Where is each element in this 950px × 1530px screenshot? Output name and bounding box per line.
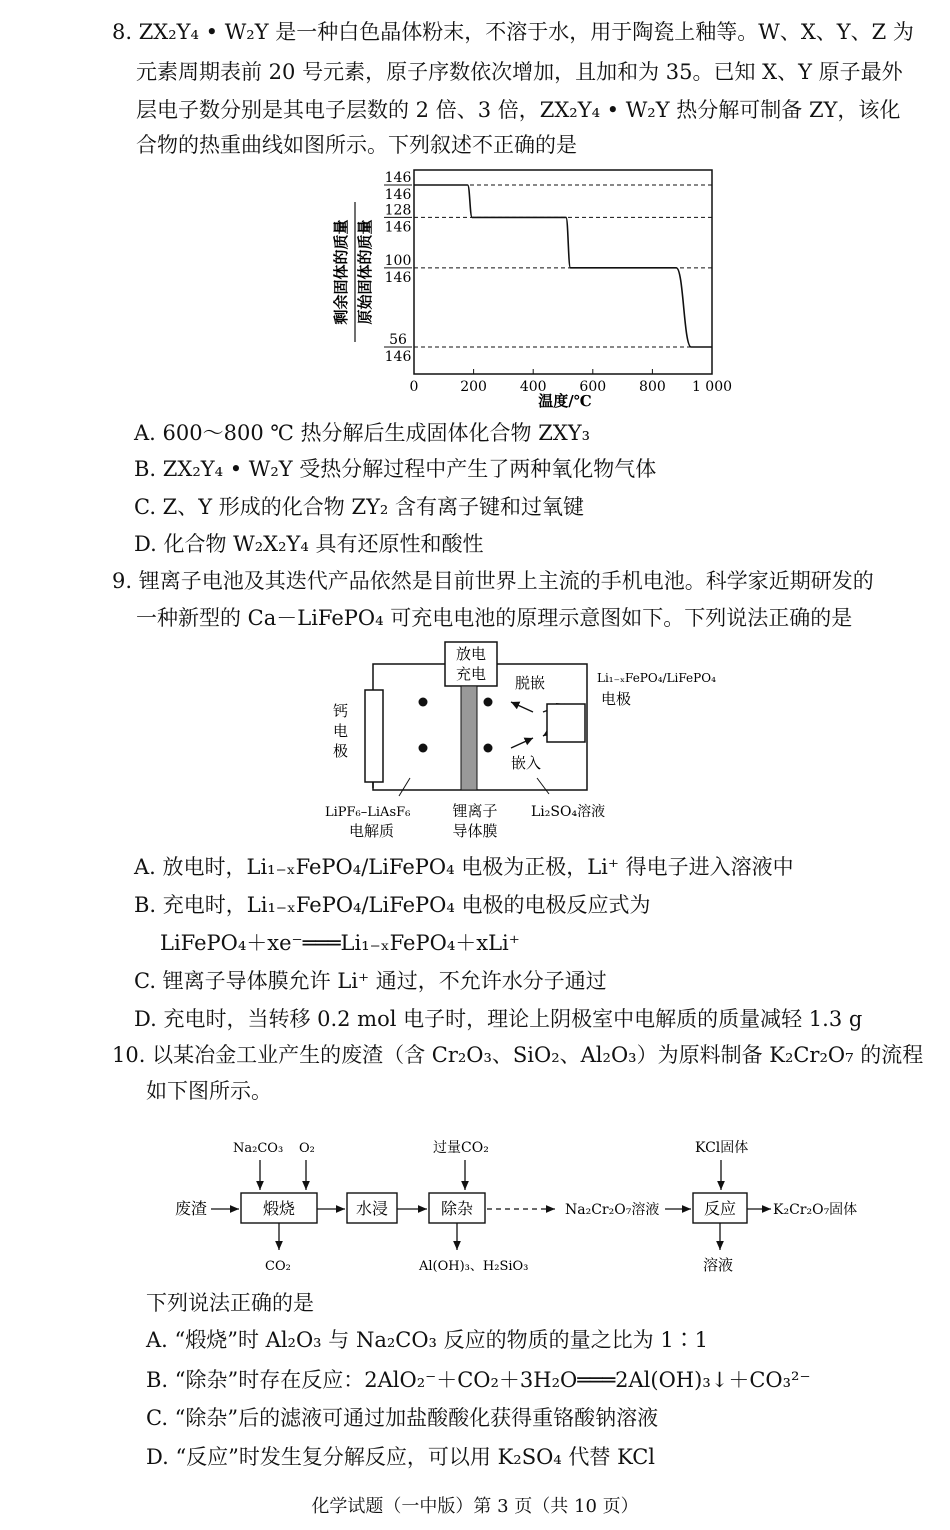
q8-stem-line-3: 层电子数分别是其电子层数的 2 倍、3 倍，ZX₂Y₄ • W₂Y 热分解可制备 ZY，该化 <box>136 98 901 122</box>
input-o2: O₂ <box>299 1141 315 1156</box>
q8-option-a: A. 600～800 ℃ 热分解后生成固体化合物 ZXY₃ <box>134 421 591 445</box>
y-level-denominator-0: 146 <box>384 187 412 203</box>
input-na2co3: Na₂CO₃ <box>233 1141 284 1156</box>
q9-option-b-equation: LiFePO₄＋xe⁻═══Li₁₋ₓFePO₄＋xLi⁺ <box>160 931 520 955</box>
q9-stem-line-2: 一种新型的 Ca－LiFePO₄ 可充电电池的原理示意图如下。下列说法正确的是 <box>136 606 853 630</box>
calcium-electrode <box>365 690 383 782</box>
output-solution: 溶液 <box>703 1256 734 1274</box>
electrolyte-label-bottom: 电解质 <box>349 822 395 840</box>
x-tick-label-1: 200 <box>460 379 487 395</box>
intercalate-label: 嵌入 <box>511 754 542 772</box>
lfp-electrode-sub: 电极 <box>601 690 632 708</box>
membrane-label-bottom: 导体膜 <box>452 822 498 840</box>
lfp-electrode <box>547 704 585 742</box>
lithium-ion-membrane <box>461 686 477 790</box>
y-level-numerator-0: 146 <box>384 170 412 186</box>
membrane-label-top: 锂离子 <box>452 802 498 820</box>
y-level-numerator-2: 100 <box>384 252 412 269</box>
q9-option-a: A. 放电时，Li₁₋ₓFePO₄/LiFePO₄ 电极为正极，Li⁺ 得电子进入溶液中 <box>134 855 794 879</box>
calcine-label: 煅烧 <box>262 1199 296 1218</box>
output-co2: CO₂ <box>265 1259 291 1274</box>
purify-label: 除杂 <box>440 1199 474 1218</box>
q9-option-d: D. 充电时，当转移 0.2 mol 电子时，理论上阴极室中电解质的质量减轻 1.3 g <box>134 1007 863 1031</box>
q10-option-a: A. “煅烧”时 Al₂O₃ 与 Na₂CO₃ 反应的物质的量之比为 1∶1 <box>146 1328 709 1352</box>
y-level-denominator-2: 146 <box>384 269 412 286</box>
switch-discharge-label: 放电 <box>455 645 487 663</box>
product-label: K₂Cr₂O₇固体 <box>773 1202 858 1218</box>
q8-option-b: B. ZX₂Y₄ • W₂Y 受热分解过程中产生了两种氧化物气体 <box>134 457 657 481</box>
output-precipitate: Al(OH)₃、H₂SiO₃ <box>419 1259 529 1274</box>
leach-label: 水浸 <box>355 1199 389 1218</box>
x-tick-label-3: 600 <box>579 379 607 395</box>
q9-stem-line-1: 9. 锂离子电池及其迭代产品依然是目前世界上主流的手机电池。科学家近期研发的 <box>112 569 874 593</box>
y-level-numerator-3: 56 <box>389 332 407 348</box>
x-tick-label-4: 800 <box>639 379 666 395</box>
tg-curve <box>414 185 712 347</box>
q10-stem-line-1: 10. 以某冶金工业产生的废渣（含 Cr₂O₃、SiO₂、Al₂O₃）为原料制备 K₂Cr₂O₇ 的流程 <box>112 1043 924 1067</box>
q8-stem-line-2: 元素周期表前 20 号元素，原子序数依次增加，且加和为 35。已知 X、Y 原子最外 <box>136 60 903 84</box>
q10-stem-line-2: 如下图所示。 <box>146 1079 272 1103</box>
solution-label: Li₂SO₄溶液 <box>531 804 606 820</box>
x-tick-label-5: 1 000 <box>691 379 733 395</box>
q9-option-b: B. 充电时，Li₁₋ₓFePO₄/LiFePO₄ 电极的电极反应式为 <box>134 893 651 917</box>
q8-stem-line-4: 合物的热重曲线如图所示。下列叙述不正确的是 <box>136 133 577 157</box>
y-level-denominator-1: 146 <box>384 219 412 236</box>
y-level-denominator-3: 146 <box>384 349 412 365</box>
waste-label: 废渣 <box>175 1199 208 1218</box>
process-flow-diagram <box>165 1130 885 1280</box>
q8-option-d: D. 化合物 W₂X₂Y₄ 具有还原性和酸性 <box>134 532 484 556</box>
q10-option-d: D. “反应”时发生复分解反应，可以用 K₂SO₄ 代替 KCl <box>146 1445 655 1469</box>
deintercalate-label: 脱嵌 <box>515 674 546 692</box>
y-axis-label-numerator: 剩余固体的质量 <box>332 219 350 325</box>
x-tick-label-0: 0 <box>409 379 419 395</box>
plot-frame <box>414 170 712 374</box>
input-kcl: KCl固体 <box>695 1140 749 1156</box>
calcium-electrode-label-2: 电 <box>333 722 349 740</box>
switch-charge-label: 充电 <box>455 665 487 683</box>
q8-stem-line-1: 8. ZX₂Y₄ • W₂Y 是一种白色晶体粉末，不溶于水，用于陶瓷上釉等。W、X、Y、Z 为 <box>112 20 914 44</box>
q8-option-c: C. Z、Y 形成的化合物 ZY₂ 含有离子键和过氧键 <box>134 495 585 519</box>
input-co2: 过量CO₂ <box>433 1140 489 1156</box>
q10-option-b: B. “除杂”时存在反应：2AlO₂⁻＋CO₂＋3H₂O═══2Al(OH)₃↓＋CO₃²⁻ <box>146 1368 811 1392</box>
electrolyte-label-top: LiPF₆–LiAsF₆ <box>325 805 411 820</box>
y-axis-label-denominator: 原始固体的质量 <box>356 219 374 325</box>
x-tick-label-2: 400 <box>519 379 547 395</box>
calcium-electrode-label-3: 极 <box>333 742 349 760</box>
thermogravimetric-chart <box>320 160 760 410</box>
battery-diagram <box>315 638 785 848</box>
y-level-numerator-1: 128 <box>384 202 412 219</box>
x-axis-label: 温度/℃ <box>538 392 592 410</box>
react-label: 反应 <box>703 1199 737 1218</box>
q10-option-c: C. “除杂”后的滤液可通过加盐酸酸化获得重铬酸钠溶液 <box>146 1406 659 1430</box>
q10-prompt: 下列说法正确的是 <box>146 1291 314 1315</box>
q9-option-c: C. 锂离子导体膜允许 Li⁺ 通过，不允许水分子通过 <box>134 969 607 993</box>
lfp-electrode-title: Li₁₋ₓFePO₄/LiFePO₄ <box>597 671 716 685</box>
na2cr2o7-label: Na₂Cr₂O₇溶液 <box>565 1202 660 1218</box>
calcium-electrode-label-1: 钙 <box>333 702 349 720</box>
page-footer: 化学试题（一中版）第 3 页（共 10 页） <box>311 1496 639 1517</box>
